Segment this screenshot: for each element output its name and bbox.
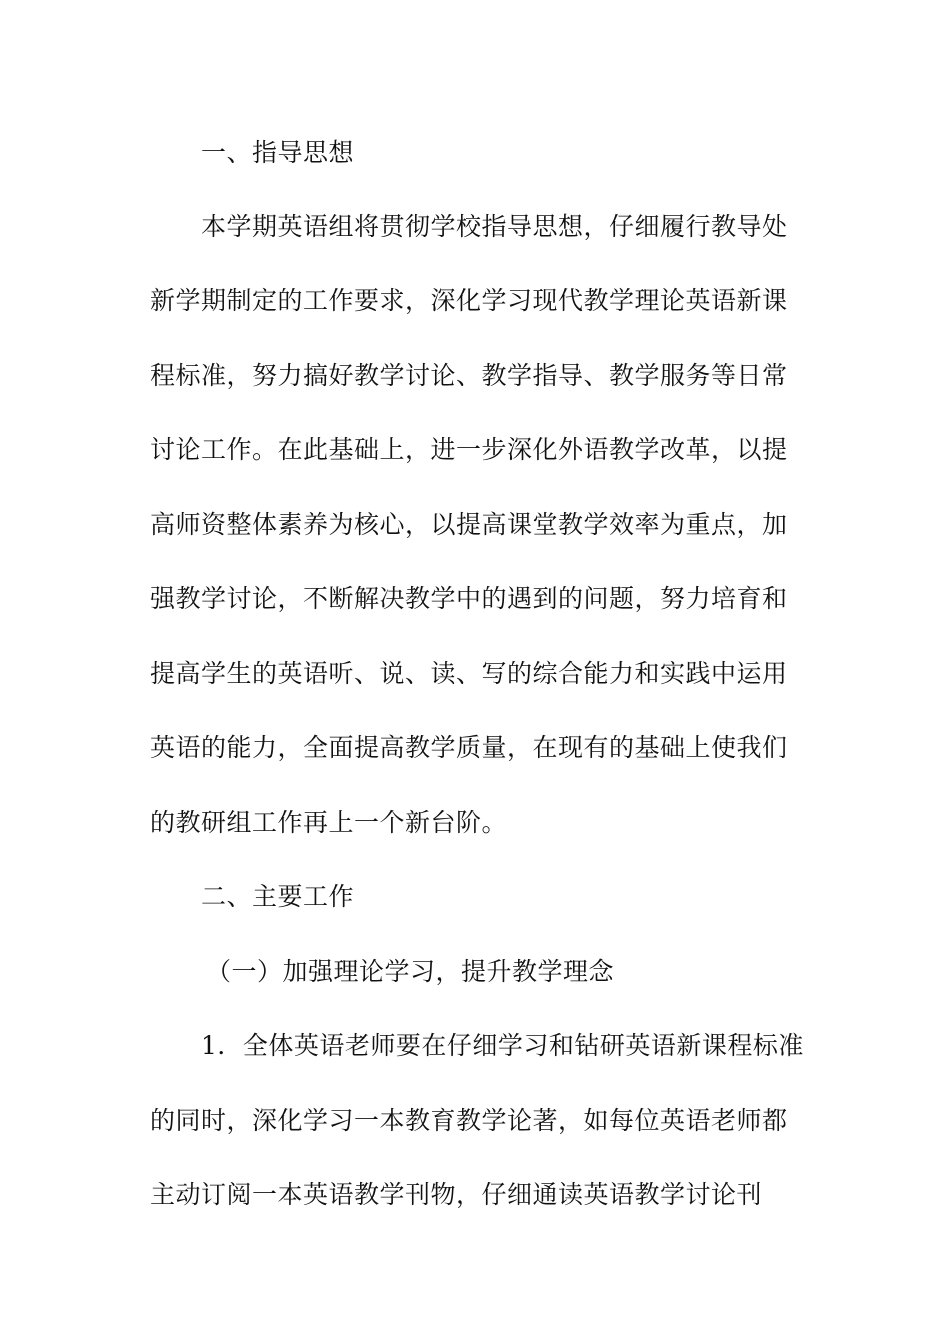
section-heading-guiding-ideology: 一、指导思想 bbox=[201, 138, 355, 167]
subsection-heading: （一）加强理论学习，提升教学理念 bbox=[206, 957, 615, 986]
section-heading-main-work: 二、主要工作 bbox=[201, 882, 355, 911]
list-item-line: 1．全体英语老师要在仔细学习和钻研英语新课程标准 bbox=[201, 1031, 804, 1060]
paragraph-line: 讨论工作。在此基础上，进一步深化外语教学改革，以提 bbox=[150, 435, 788, 464]
paragraph-line: 本学期英语组将贯彻学校指导思想，仔细履行教导处 bbox=[201, 212, 788, 241]
paragraph-line: 英语的能力，全面提高教学质量，在现有的基础上使我们 bbox=[150, 733, 788, 762]
paragraph-line: 提高学生的英语听、说、读、写的综合能力和实践中运用 bbox=[150, 659, 788, 688]
list-item-line: 的同时，深化学习一本教育教学论著，如每位英语老师都 bbox=[150, 1106, 788, 1135]
list-item-line: 主动订阅一本英语教学刊物，仔细通读英语教学讨论刊 bbox=[150, 1180, 763, 1209]
paragraph-line: 程标准，努力搞好教学讨论、教学指导、教学服务等日常 bbox=[150, 361, 788, 390]
paragraph-line: 的教研组工作再上一个新台阶。 bbox=[150, 808, 508, 837]
paragraph-line: 强教学讨论，不断解决教学中的遇到的问题，努力培育和 bbox=[150, 584, 788, 613]
paragraph-line: 高师资整体素养为核心，以提高课堂教学效率为重点，加 bbox=[150, 510, 788, 539]
paragraph-line: 新学期制定的工作要求，深化学习现代教学理论英语新课 bbox=[150, 286, 788, 315]
